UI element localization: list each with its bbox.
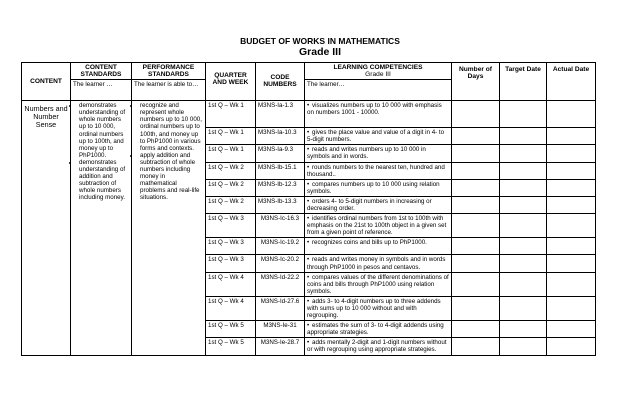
- actual-date-cell: [547, 321, 596, 338]
- header-learning-competencies-grade: Grade III: [365, 71, 391, 79]
- competency-cell: [305, 296, 452, 320]
- competency-cell: [305, 128, 452, 145]
- header-target-date: Target Date: [500, 63, 547, 101]
- days-cell: [452, 179, 500, 196]
- code-cell: M3NS-Ib-13.3: [256, 196, 305, 213]
- actual-date-cell: [547, 214, 596, 238]
- bullet-icon: •: [307, 273, 310, 281]
- competency-text: adds 3- to 4-digit numbers up to three addends with sums up to 10 000 without and with regrouping.: [307, 297, 441, 320]
- code-cell: M3NS-Ic-19.2: [256, 238, 305, 255]
- target-date-cell: [500, 255, 547, 272]
- header-code-numbers: CODE NUMBERS: [256, 63, 305, 101]
- bullet-icon: •: [307, 163, 310, 171]
- competency-text: rounds numbers to the nearest ten, hundred and thousand..: [307, 163, 445, 178]
- code-cell: M3NS-Ie-31: [256, 321, 305, 338]
- quarter-cell: 1st Q – Wk 2: [206, 196, 256, 213]
- competency-text: gives the place value and value of a digit in 4- to 5-digit numbers.: [307, 129, 445, 144]
- actual-date-cell: [547, 179, 596, 196]
- target-date-cell: [500, 296, 547, 320]
- quarter-cell: 1st Q – Wk 3: [206, 255, 256, 272]
- days-cell: [452, 196, 500, 213]
- quarter-cell: 1st Q – Wk 2: [206, 179, 256, 196]
- header-content-standards: CONTENT STANDARDS: [71, 63, 132, 80]
- quarter-cell: 1st Q – Wk 2: [206, 162, 256, 179]
- days-cell: [452, 145, 500, 162]
- target-date-cell: [500, 162, 547, 179]
- actual-date-cell: [547, 338, 596, 355]
- quarter-cell: 1st Q – Wk 5: [206, 338, 256, 355]
- days-cell: [452, 162, 500, 179]
- code-cell: M3NS-Ic-16.3: [256, 214, 305, 238]
- competency-cell: [305, 255, 452, 272]
- bullet-icon: •: [307, 180, 310, 188]
- actual-date-cell: [547, 238, 596, 255]
- competency-text: estimates the sum of 3- to 4-digit addends using appropriate strategies.: [307, 322, 444, 337]
- subheader-content-standards: The learner …: [71, 80, 132, 101]
- days-cell: [452, 128, 500, 145]
- code-cell: M3NS-Ib-12.3: [256, 179, 305, 196]
- header-actual-date: Actual Date: [547, 63, 596, 101]
- bullet-icon: •: [307, 197, 310, 205]
- target-date-cell: [500, 101, 547, 128]
- bullet-icon: •: [307, 256, 310, 264]
- competency-text: compares values of the different denominations of coins and bills through PhP1000 using relation symbols.: [307, 273, 449, 295]
- competency-cell: [305, 145, 452, 162]
- quarter-cell: 1st Q – Wk 3: [206, 238, 256, 255]
- quarter-cell: 1st Q – Wk 4: [206, 272, 256, 296]
- actual-date-cell: [547, 101, 596, 128]
- strand-cell: Numbers and Number Sense: [22, 101, 71, 355]
- actual-date-cell: [547, 296, 596, 320]
- document-subtitle: Grade III: [298, 46, 341, 58]
- actual-date-cell: [547, 255, 596, 272]
- competency-text: orders 4- to 5-digit numbers in increasing or decreasing order.: [307, 197, 432, 213]
- header-performance-standards: PERFORMANCE STANDARDS: [132, 63, 206, 80]
- performance-standards-list: [134, 102, 203, 201]
- days-cell: [452, 101, 500, 128]
- header-content: CONTENT: [22, 63, 71, 101]
- bullet-icon: •: [307, 322, 310, 330]
- header-quarter-week: QUARTER AND WEEK: [206, 63, 256, 101]
- target-date-cell: [500, 179, 547, 196]
- target-date-cell: [500, 145, 547, 162]
- target-date-cell: [500, 238, 547, 255]
- competency-text: visualizes numbers up to 10 000 with emphasis on numbers 1001 - 10000.: [307, 102, 442, 117]
- competency-text: recognizes coins and bills up to PhP1000.: [312, 239, 427, 247]
- days-cell: [452, 296, 500, 320]
- days-cell: [452, 272, 500, 296]
- target-date-cell: [500, 272, 547, 296]
- list-item: • demonstrates understanding of addition and subtraction of whole numbers including money.: [79, 159, 129, 202]
- quarter-cell: 1st Q – Wk 1: [206, 145, 256, 162]
- document-title: BUDGET OF WORKS IN MATHEMATICS: [240, 36, 400, 46]
- list-item: • recognize and represent whole numbers up to 10 000, ordinal numbers up to 100th, and money up to PhP1000 in various forms and contexts.: [140, 102, 203, 152]
- bullet-icon: •: [307, 215, 310, 223]
- days-cell: [452, 214, 500, 238]
- content-standards-cell: [71, 101, 132, 355]
- actual-date-cell: [547, 128, 596, 145]
- content-standards-list: [73, 102, 129, 201]
- bullet-icon: •: [307, 339, 310, 347]
- list-item: • demonstrates understanding of whole numbers up to 10 000, ordinal numbers up to 100th, and money up to PhP1000.: [79, 102, 129, 159]
- header-learning-competencies-label: LEARNING COMPETENCIES: [333, 64, 423, 71]
- code-cell: M3NS-Ia-10.3: [256, 128, 305, 145]
- competency-cell: [305, 101, 452, 128]
- bullet-icon: •: [307, 239, 310, 247]
- actual-date-cell: [547, 162, 596, 179]
- subheader-performance-standards: The learner is able to…: [132, 80, 206, 101]
- competency-cell: [305, 272, 452, 296]
- header-number-of-days: Number of Days: [452, 63, 500, 101]
- list-item: • apply addition and subtraction of whole numbers including money in mathematical problems and real-life situations.: [140, 152, 203, 202]
- competency-cell: [305, 338, 452, 355]
- days-cell: [452, 255, 500, 272]
- competency-cell: [305, 214, 452, 238]
- code-cell: M3NS-Id-27.6: [256, 296, 305, 320]
- days-cell: [452, 338, 500, 355]
- actual-date-cell: [547, 196, 596, 213]
- target-date-cell: [500, 128, 547, 145]
- bullet-icon: •: [307, 102, 310, 110]
- competency-cell: [305, 321, 452, 338]
- competency-text: reads and writes money in symbols and in words through PhP1000 in pesos and centavos.: [307, 256, 446, 271]
- quarter-cell: 1st Q – Wk 3: [206, 214, 256, 238]
- code-cell: M3NS-Ia-1.3: [256, 101, 305, 128]
- competency-text: adds mentally 2-digit and 1-digit numbers without or with regrouping using appropriate strategies.: [307, 339, 447, 354]
- code-cell: M3NS-Ic-20.2: [256, 255, 305, 272]
- bullet-icon: •: [307, 129, 310, 137]
- quarter-cell: 1st Q – Wk 5: [206, 321, 256, 338]
- code-cell: M3NS-Ib-15.1: [256, 162, 305, 179]
- actual-date-cell: [547, 272, 596, 296]
- table-row: [22, 101, 596, 128]
- header-row: [22, 63, 596, 80]
- days-cell: [452, 321, 500, 338]
- bullet-icon: •: [307, 146, 310, 154]
- competency-cell: [305, 238, 452, 255]
- code-cell: M3NS-Id-22.2: [256, 272, 305, 296]
- target-date-cell: [500, 214, 547, 238]
- target-date-cell: [500, 196, 547, 213]
- competency-cell: [305, 162, 452, 179]
- performance-standards-cell: [132, 101, 206, 355]
- budget-table: [21, 62, 596, 356]
- target-date-cell: [500, 321, 547, 338]
- competency-cell: [305, 179, 452, 196]
- competency-cell: [305, 196, 452, 213]
- code-cell: M3NS-Ia-9.3: [256, 145, 305, 162]
- actual-date-cell: [547, 145, 596, 162]
- code-cell: M3NS-Ie-28.7: [256, 338, 305, 355]
- quarter-cell: 1st Q – Wk 1: [206, 128, 256, 145]
- quarter-cell: 1st Q – Wk 4: [206, 296, 256, 320]
- target-date-cell: [500, 338, 547, 355]
- competency-text: reads and writes numbers up to 10 000 in symbols and in words.: [307, 146, 426, 161]
- quarter-cell: 1st Q – Wk 1: [206, 101, 256, 128]
- bullet-icon: •: [307, 297, 310, 305]
- days-cell: [452, 238, 500, 255]
- competency-text: identifies ordinal numbers from 1st to 100th with emphasis on the 21st to 100th object in a given set from a given point of reference.: [307, 215, 447, 237]
- header-learning-competencies: [305, 63, 452, 80]
- subheader-learning-competencies: The learner…: [305, 80, 452, 101]
- competency-text: compares numbers up to 10 000 using relation symbols.: [307, 180, 440, 195]
